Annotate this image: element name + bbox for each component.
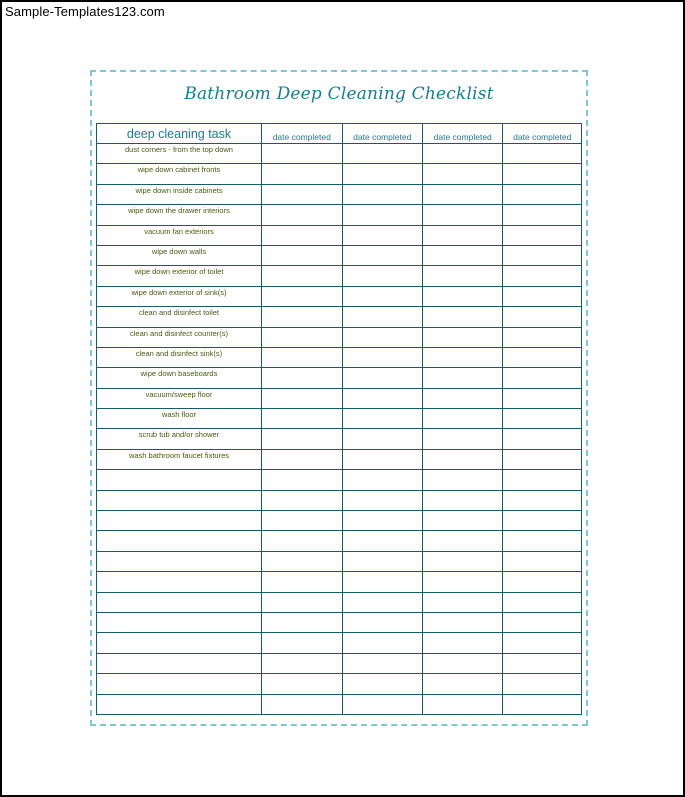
task-cell: wipe down exterior of toilet	[97, 266, 262, 286]
task-cell: clean and disinfect toilet	[97, 307, 262, 327]
date-cell[interactable]	[503, 633, 582, 653]
table-row	[97, 612, 582, 632]
date-cell[interactable]	[342, 449, 422, 469]
date-cell[interactable]	[503, 368, 582, 388]
task-cell	[97, 490, 262, 510]
date-cell[interactable]	[342, 551, 422, 571]
table-row	[97, 470, 582, 490]
date-cell[interactable]	[262, 572, 342, 592]
task-cell	[97, 511, 262, 531]
date-cell[interactable]	[503, 694, 582, 714]
table-row	[97, 266, 582, 286]
date-cell[interactable]	[503, 470, 582, 490]
date-cell[interactable]	[503, 572, 582, 592]
date-cell[interactable]	[262, 633, 342, 653]
page-title: Bathroom Deep Cleaning Checklist	[184, 84, 494, 104]
date-column-header: date completed	[422, 124, 502, 144]
date-cell[interactable]	[342, 184, 422, 204]
task-cell	[97, 531, 262, 551]
task-cell	[97, 612, 262, 632]
task-cell: dust corners - from the top down	[97, 144, 262, 164]
table-row	[97, 307, 582, 327]
date-cell[interactable]	[262, 184, 342, 204]
task-cell	[97, 470, 262, 490]
date-cell[interactable]	[422, 245, 502, 265]
date-cell[interactable]	[422, 144, 502, 164]
date-cell[interactable]	[503, 307, 582, 327]
date-cell[interactable]	[503, 612, 582, 632]
task-cell	[97, 572, 262, 592]
date-cell[interactable]	[262, 164, 342, 184]
date-cell[interactable]	[422, 164, 502, 184]
date-cell[interactable]	[503, 245, 582, 265]
table-row	[97, 388, 582, 408]
date-cell[interactable]	[342, 592, 422, 612]
task-cell	[97, 551, 262, 571]
date-cell[interactable]	[503, 266, 582, 286]
date-cell[interactable]	[262, 307, 342, 327]
date-cell[interactable]	[503, 429, 582, 449]
date-cell[interactable]	[422, 572, 502, 592]
date-cell[interactable]	[422, 205, 502, 225]
task-cell	[97, 694, 262, 714]
date-cell[interactable]	[262, 205, 342, 225]
table-row	[97, 429, 582, 449]
date-cell[interactable]	[422, 225, 502, 245]
table-row	[97, 164, 582, 184]
date-cell[interactable]	[342, 388, 422, 408]
date-column-header: date completed	[342, 124, 422, 144]
date-cell[interactable]	[422, 429, 502, 449]
date-cell[interactable]	[342, 694, 422, 714]
date-cell[interactable]	[262, 470, 342, 490]
date-cell[interactable]	[422, 409, 502, 429]
table-row	[97, 184, 582, 204]
table-row	[97, 551, 582, 571]
task-cell: clean and disinfect sink(s)	[97, 347, 262, 367]
task-column-header: deep cleaning task	[97, 124, 262, 144]
date-cell[interactable]	[422, 633, 502, 653]
table-row	[97, 225, 582, 245]
date-cell[interactable]	[342, 674, 422, 694]
date-cell[interactable]	[503, 225, 582, 245]
task-rows	[97, 144, 582, 715]
date-cell[interactable]	[342, 347, 422, 367]
date-cell[interactable]	[342, 429, 422, 449]
date-cell[interactable]	[342, 490, 422, 510]
task-cell: wash bathroom faucet fixtures	[97, 449, 262, 469]
date-cell[interactable]	[422, 470, 502, 490]
table-row	[97, 368, 582, 388]
task-cell: scrub tub and/or shower	[97, 429, 262, 449]
date-cell[interactable]	[342, 368, 422, 388]
date-cell[interactable]	[422, 307, 502, 327]
date-cell[interactable]	[422, 184, 502, 204]
date-cell[interactable]	[342, 327, 422, 347]
date-cell[interactable]	[422, 286, 502, 306]
table-row	[97, 633, 582, 653]
task-cell: wipe down cabinet fronts	[97, 164, 262, 184]
task-cell	[97, 653, 262, 673]
date-column-header: date completed	[262, 124, 342, 144]
date-cell[interactable]	[342, 633, 422, 653]
date-cell[interactable]	[262, 225, 342, 245]
date-cell[interactable]	[262, 286, 342, 306]
date-cell[interactable]	[422, 531, 502, 551]
table-row	[97, 347, 582, 367]
date-cell[interactable]	[342, 205, 422, 225]
date-cell[interactable]	[262, 490, 342, 510]
task-cell: wipe down walls	[97, 245, 262, 265]
date-cell[interactable]	[262, 245, 342, 265]
date-cell[interactable]	[262, 612, 342, 632]
date-cell[interactable]	[262, 347, 342, 367]
task-cell: wash floor	[97, 409, 262, 429]
header-row	[97, 124, 582, 144]
date-cell[interactable]	[342, 164, 422, 184]
date-cell[interactable]	[262, 674, 342, 694]
date-cell[interactable]	[503, 164, 582, 184]
date-cell[interactable]	[262, 592, 342, 612]
date-cell[interactable]	[422, 612, 502, 632]
date-cell[interactable]	[422, 592, 502, 612]
date-cell[interactable]	[422, 653, 502, 673]
watermark: Sample-Templates123.com	[5, 4, 165, 19]
date-cell[interactable]	[342, 144, 422, 164]
date-column-header: date completed	[503, 124, 582, 144]
table-row	[97, 490, 582, 510]
date-cell[interactable]	[422, 266, 502, 286]
date-cell[interactable]	[262, 368, 342, 388]
table-row	[97, 511, 582, 531]
date-cell[interactable]	[342, 511, 422, 531]
date-cell[interactable]	[342, 470, 422, 490]
task-cell: vacuum fan exteriors	[97, 225, 262, 245]
date-cell[interactable]	[342, 266, 422, 286]
table-row	[97, 205, 582, 225]
date-cell[interactable]	[342, 653, 422, 673]
date-cell[interactable]	[262, 531, 342, 551]
table-row	[97, 653, 582, 673]
date-cell[interactable]	[503, 286, 582, 306]
task-cell: wipe down baseboards	[97, 368, 262, 388]
date-cell[interactable]	[342, 225, 422, 245]
date-cell[interactable]	[422, 694, 502, 714]
task-cell: wipe down inside cabinets	[97, 184, 262, 204]
date-cell[interactable]	[503, 511, 582, 531]
date-cell[interactable]	[422, 490, 502, 510]
task-cell	[97, 633, 262, 653]
date-cell[interactable]	[342, 572, 422, 592]
table-row	[97, 409, 582, 429]
date-cell[interactable]	[342, 612, 422, 632]
date-cell[interactable]	[262, 511, 342, 531]
date-cell[interactable]	[422, 388, 502, 408]
date-cell[interactable]	[262, 551, 342, 571]
date-cell[interactable]	[422, 511, 502, 531]
table-row	[97, 245, 582, 265]
date-cell[interactable]	[422, 347, 502, 367]
date-cell[interactable]	[503, 592, 582, 612]
date-cell[interactable]	[342, 245, 422, 265]
table-row	[97, 144, 582, 164]
date-cell[interactable]	[262, 449, 342, 469]
date-cell[interactable]	[422, 368, 502, 388]
date-cell[interactable]	[503, 674, 582, 694]
date-cell[interactable]	[262, 694, 342, 714]
table-row	[97, 449, 582, 469]
date-cell[interactable]	[503, 388, 582, 408]
date-cell[interactable]	[422, 674, 502, 694]
date-cell[interactable]	[503, 551, 582, 571]
checklist-table	[96, 123, 582, 715]
date-cell[interactable]	[262, 429, 342, 449]
date-cell[interactable]	[262, 144, 342, 164]
date-cell[interactable]	[422, 327, 502, 347]
date-cell[interactable]	[503, 347, 582, 367]
date-cell[interactable]	[503, 490, 582, 510]
date-cell[interactable]	[262, 266, 342, 286]
date-cell[interactable]	[262, 327, 342, 347]
date-cell[interactable]	[262, 388, 342, 408]
date-cell[interactable]	[342, 307, 422, 327]
task-cell: clean and disinfect counter(s)	[97, 327, 262, 347]
table-row	[97, 694, 582, 714]
task-cell	[97, 674, 262, 694]
date-cell[interactable]	[503, 205, 582, 225]
date-cell[interactable]	[422, 551, 502, 571]
table-row	[97, 674, 582, 694]
date-cell[interactable]	[503, 327, 582, 347]
task-cell	[97, 592, 262, 612]
date-cell[interactable]	[262, 653, 342, 673]
task-cell: wipe down the drawer interiors	[97, 205, 262, 225]
date-cell[interactable]	[342, 409, 422, 429]
checklist-sheet	[90, 70, 588, 726]
table-row	[97, 327, 582, 347]
date-cell[interactable]	[503, 653, 582, 673]
date-cell[interactable]	[503, 531, 582, 551]
date-cell[interactable]	[503, 144, 582, 164]
table-row	[97, 531, 582, 551]
table-row	[97, 592, 582, 612]
date-cell[interactable]	[342, 286, 422, 306]
date-cell[interactable]	[503, 184, 582, 204]
task-cell: wipe down exterior of sink(s)	[97, 286, 262, 306]
table-row	[97, 286, 582, 306]
table-row	[97, 572, 582, 592]
date-cell[interactable]	[262, 409, 342, 429]
date-cell[interactable]	[342, 531, 422, 551]
date-cell[interactable]	[422, 449, 502, 469]
date-cell[interactable]	[503, 449, 582, 469]
date-cell[interactable]	[503, 409, 582, 429]
task-cell: vacuum/sweep floor	[97, 388, 262, 408]
